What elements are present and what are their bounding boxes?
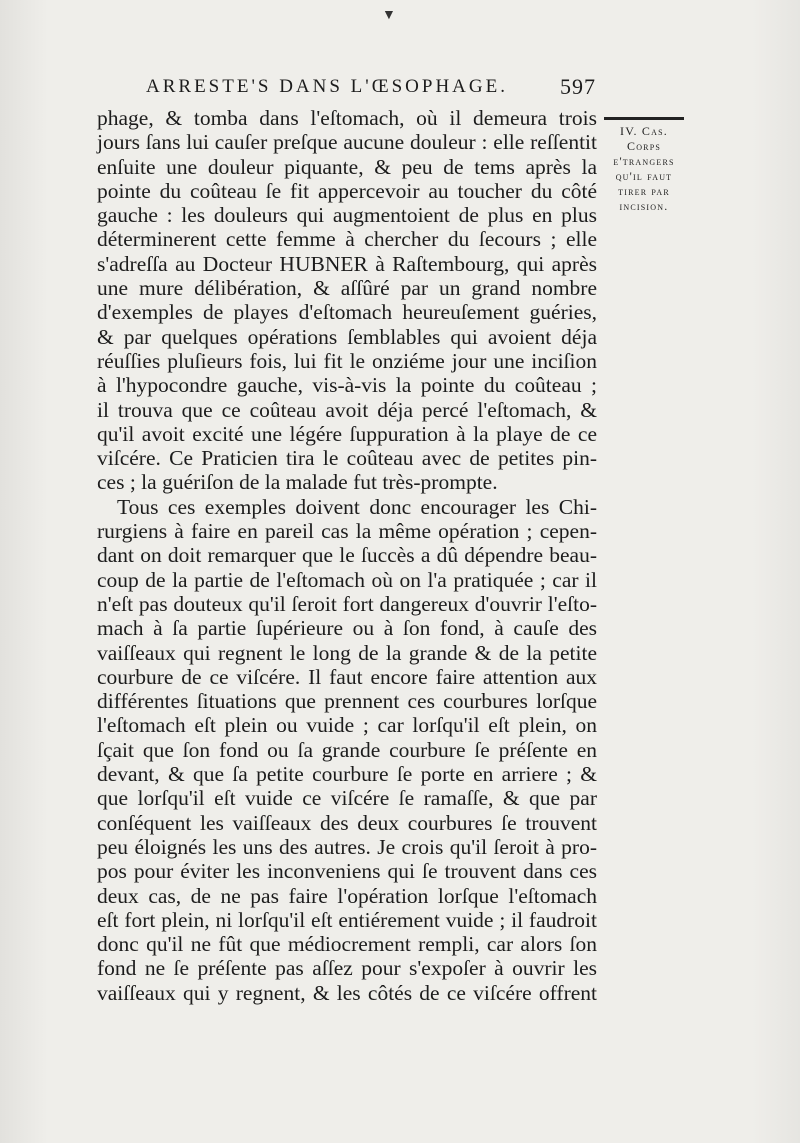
text-line: pos pour éviter les inconveniens qui ſe trouvent dans ces xyxy=(97,859,597,884)
text-line: peu éloignés les uns des autres. Je crois qu'il ſeroit à pro- xyxy=(97,834,597,859)
text-line: s'adreſſa au Docteur HUBNER à Raſtembourg, qui après xyxy=(97,251,597,276)
text-line: mach à ſa partie ſupérieure ou à ſon fond, à cauſe des xyxy=(97,616,597,641)
running-head xyxy=(140,76,600,106)
text-line: & par quelques opérations ſemblables qui avoient déja xyxy=(97,324,597,349)
text-line: qu'il avoit excité une légére ſuppuration à la playe de ce xyxy=(97,421,597,446)
margin-note-line: tirer par xyxy=(618,184,670,198)
text-line: réuſſies pluſieurs fois, lui fit le onziéme jour une inciſion xyxy=(97,348,597,373)
text-line: gauche : les douleurs qui augmentoient de plus en plus xyxy=(97,203,597,228)
text-line: ces ; la guériſon de la malade fut très-prompte. xyxy=(97,470,498,495)
text-line: que lorſqu'il eſt vuide ce viſcére ſe ramaſſe, & que par xyxy=(97,786,597,811)
text-line: vaiſſeaux qui y regnent, & les côtés de ce viſcére offrent xyxy=(97,980,597,1005)
text-line: ſçait que ſon fond ou ſa grande courbure ſe préſente en xyxy=(97,737,597,762)
text-line: courbure de ce viſcére. Il faut encore faire attention aux xyxy=(97,664,597,689)
margin-rule xyxy=(604,117,684,120)
text-line: donc qu'il ne fût que médiocrement rempli, car alors ſon xyxy=(97,932,597,957)
text-line: différentes ſituations que prennent ces courbures lorſque xyxy=(97,689,597,714)
text-line: déterminerent cette femme à chercher du ſecours ; elle xyxy=(97,227,597,252)
margin-note-line: e'trangers xyxy=(613,154,675,168)
text-line: coup de la partie de l'eſtomach où on l'a pratiquée ; car il xyxy=(97,567,597,592)
text-line: eſt fort plein, ni lorſqu'il eſt entiérement vuide ; il faudroit xyxy=(97,907,597,932)
body-text xyxy=(97,106,597,1005)
page-number: 597 xyxy=(560,74,596,99)
margin-note xyxy=(598,124,690,214)
text-line: deux cas, de ne pas faire l'opération lorſque l'eſtomach xyxy=(97,883,597,908)
text-line: dant on doit remarquer que le ſuccès a dû dépendre beau- xyxy=(97,543,597,568)
text-line: Tous ces exemples doivent donc encourager les Chi- xyxy=(117,494,597,519)
text-line: l'eſtomach eſt plein ou vuide ; car lorſqu'il eſt plein, on xyxy=(97,713,597,738)
text-line: phage, & tomba dans l'eſtomach, où il demeura trois xyxy=(97,106,597,130)
text-line: n'eſt pas douteux qu'il ſeroit fort dangereux d'ouvrir l'eſto- xyxy=(97,591,597,616)
margin-note-line: qu'il faut xyxy=(615,169,673,183)
text-line: conſéquent les vaiſſeaux des deux courbures ſe trouvent xyxy=(97,810,597,835)
text-line: rurgiens à faire en pareil cas la même opération ; cepen- xyxy=(97,519,597,544)
running-head-title: ARRESTE'S DANS L'ŒSOPHAGE. xyxy=(146,76,508,97)
margin-note-line: IV. Cas. xyxy=(620,124,668,138)
text-line: une mure délibération, & aſſûré par un grand nombre xyxy=(97,276,597,301)
text-line: d'exemples de playes d'eſtomach heureuſement guéries, xyxy=(97,300,597,325)
margin-note-line: Corps xyxy=(626,139,661,153)
text-line: à l'hypocondre gauche, vis-à-vis la pointe du coûteau ; xyxy=(97,373,597,398)
text-line: devant, & que ſa petite courbure ſe porte en arriere ; & xyxy=(97,762,597,787)
text-line: viſcére. Ce Praticien tira le coûteau avec de petites pin- xyxy=(97,446,597,471)
text-line: enſuite une douleur piquante, & peu de tems après la xyxy=(97,154,597,179)
text-line: fond ne ſe préſente pas aſſez pour s'expoſer à ouvrir les xyxy=(97,956,597,981)
margin-note-line: incision. xyxy=(619,199,669,213)
text-line: vaiſſeaux qui regnent le long de la grande & de la petite xyxy=(97,640,597,665)
text-line: il trouva que ce coûteau avoit déja percé l'eſtomach, & xyxy=(97,397,597,422)
text-line: pointe du coûteau ſe fit appercevoir au toucher du côté xyxy=(97,178,597,203)
top-ornament: ▼ xyxy=(382,8,396,23)
text-line: jours ſans lui cauſer preſque aucune douleur : elle reſſentit xyxy=(97,130,597,155)
